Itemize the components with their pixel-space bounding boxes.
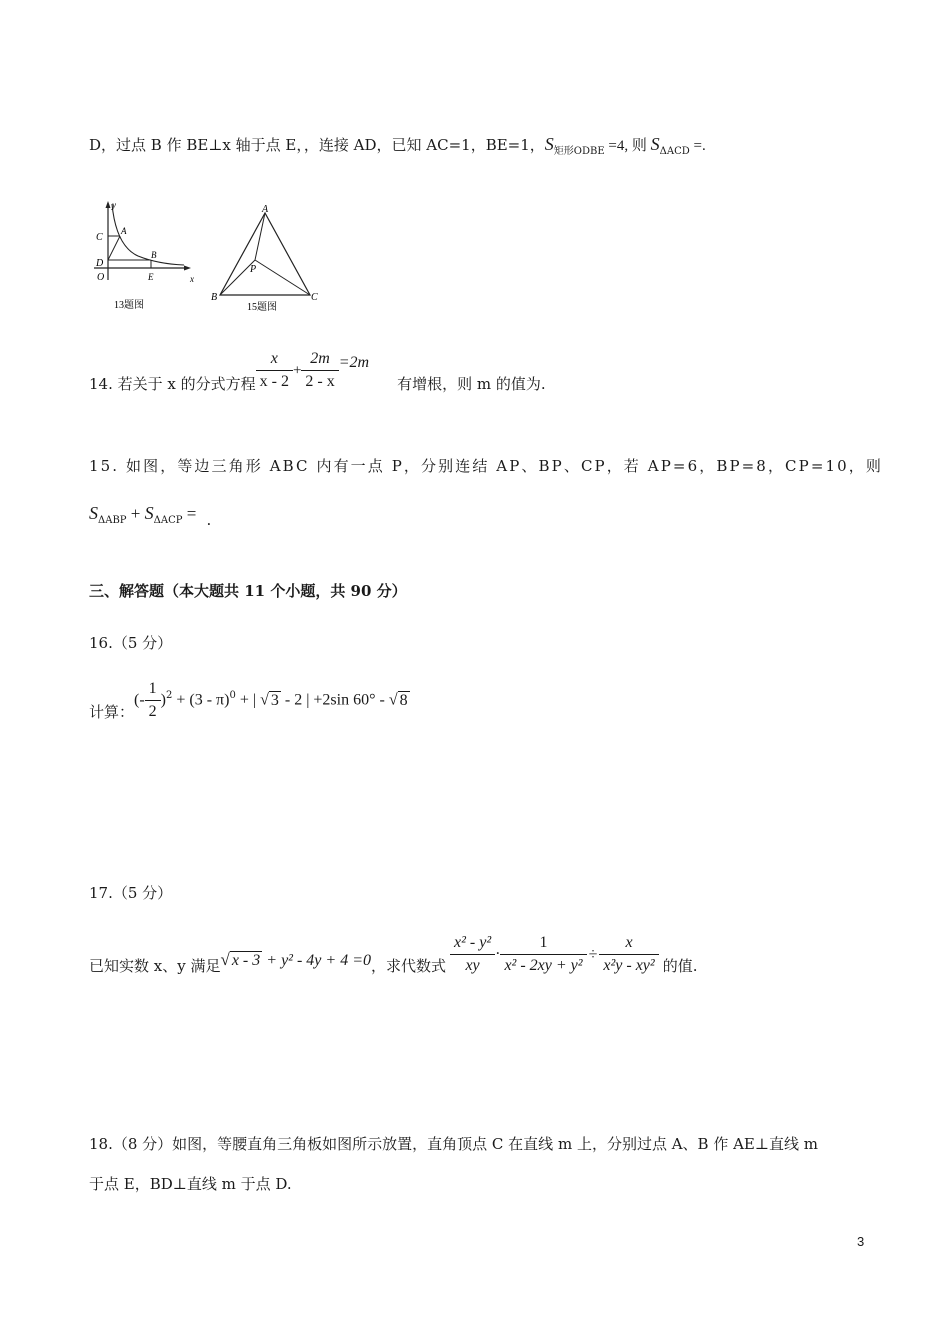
q17-radicand: x - 3 [231,951,261,969]
fig13-label-d: D [96,258,104,269]
q17-line: 已知实数 x、y 满足√ x - 3 + y² - 4y + 4 =0，求代数式 $\frac{\text{x² - y²}}{xy}$ · $\frac{1}{\text{x² - 2xy + y²}}$ ÷ $\frac{x}{\text{x²y - xy²}}$ 的值. [89,934,698,975]
q16-radicand-2: 8 [399,691,408,709]
fig13-label-y: y [112,200,116,210]
q17-condition: + y² - 4y + 4 =0 [262,951,371,969]
q16-header: 16.（5 分） [89,634,173,652]
q13-s1-sub: 矩形ODBE [553,146,605,157]
q17-fraction-3: $\frac{x}{\text{x²y - xy²}}$ [599,934,658,975]
fig13-label-x: x [190,274,194,284]
section-3-title: 三、解答题（本大题共 11 个小题，共 90 分） [89,582,407,600]
q13-tail-line [89,134,706,155]
q18-line-2: 于点 E，BD⊥直线 m 于点 D. [89,1175,292,1193]
q14-plus: + [292,362,302,379]
q17-fraction-1: $\frac{\text{x² - y²}}{xy}$ [450,934,495,975]
q13-s2: S [650,134,660,154]
q16-fraction: $\frac{1}{2}$ [145,680,161,721]
fig13-label-b: B [151,250,157,260]
fig15-caption: 15题图 [247,302,277,313]
q13-s1: S [544,134,554,154]
q14-fraction-2: $\frac{2m}{2 - x}$ [301,350,338,391]
q15-text: 15. 如图，等边三角形 ABC 内有一点 P，分别连结 AP、BP、CP，若 AP=6，BP=8，CP=10，则 [89,457,883,475]
q13-s2-tail: =. [689,138,706,154]
q16-line: 计算：(- $\frac{1}{2}$ )$^2$ + (3 - π)$^0$ + | √ 3 - 2 | +2sin 60° - √ 8 [89,680,408,721]
figure-15 [205,202,330,317]
q14-rhs: =2m [338,353,370,371]
q18-line-1: 18.（8 分）如图，等腰直角三角板如图所示放置，直角顶点 C 在直线 m 上，分别过点 A、B 作 AE⊥直线 m [89,1135,818,1153]
q13-s2-sub: ΔACD [659,146,690,157]
q17-mid: ，求代数式 [370,956,446,975]
q14-fraction-1: $\frac{x}{x - 2}$ [256,350,293,391]
q16-label: 计算： [89,702,135,721]
fig15-label-p: P [250,264,257,275]
q13-text: D，过点 B 作 BE⊥x 轴于点 E，，连接 AD，已知 AC=1，BE=1， [89,136,545,154]
q13-s1-val: =4, 则 [604,138,651,154]
q16-radicand-1: 3 [270,691,279,709]
fig13-label-c: C [96,232,103,243]
figure-13 [88,198,198,318]
fig15-label-c: C [311,292,318,303]
q17-header: 17.（5 分） [89,884,173,902]
q17-prefix: 已知实数 x、y 满足 [89,956,221,975]
fig15-label-a: A [262,204,269,215]
q17-fraction-2: $\frac{1}{\text{x² - 2xy + y²}}$ [500,934,586,975]
q15-expression: $S_{\Delta ABP} + S_{\Delta ACP}$ = . [89,503,212,529]
q17-suffix: 的值. [662,956,698,975]
fig15-label-b: B [211,292,218,303]
page-number: 3 [857,1234,865,1249]
q14-suffix: 有增根，则 m 的值为. [397,374,546,393]
q14-prefix: 14. 若关于 x 的分式方程 [89,374,256,393]
fig13-label-a: A [121,226,127,236]
fig13-caption: 13题图 [114,300,144,311]
q14-line [89,350,546,391]
fig13-label-e: E [148,272,154,282]
fig13-label-o: O [97,272,105,283]
